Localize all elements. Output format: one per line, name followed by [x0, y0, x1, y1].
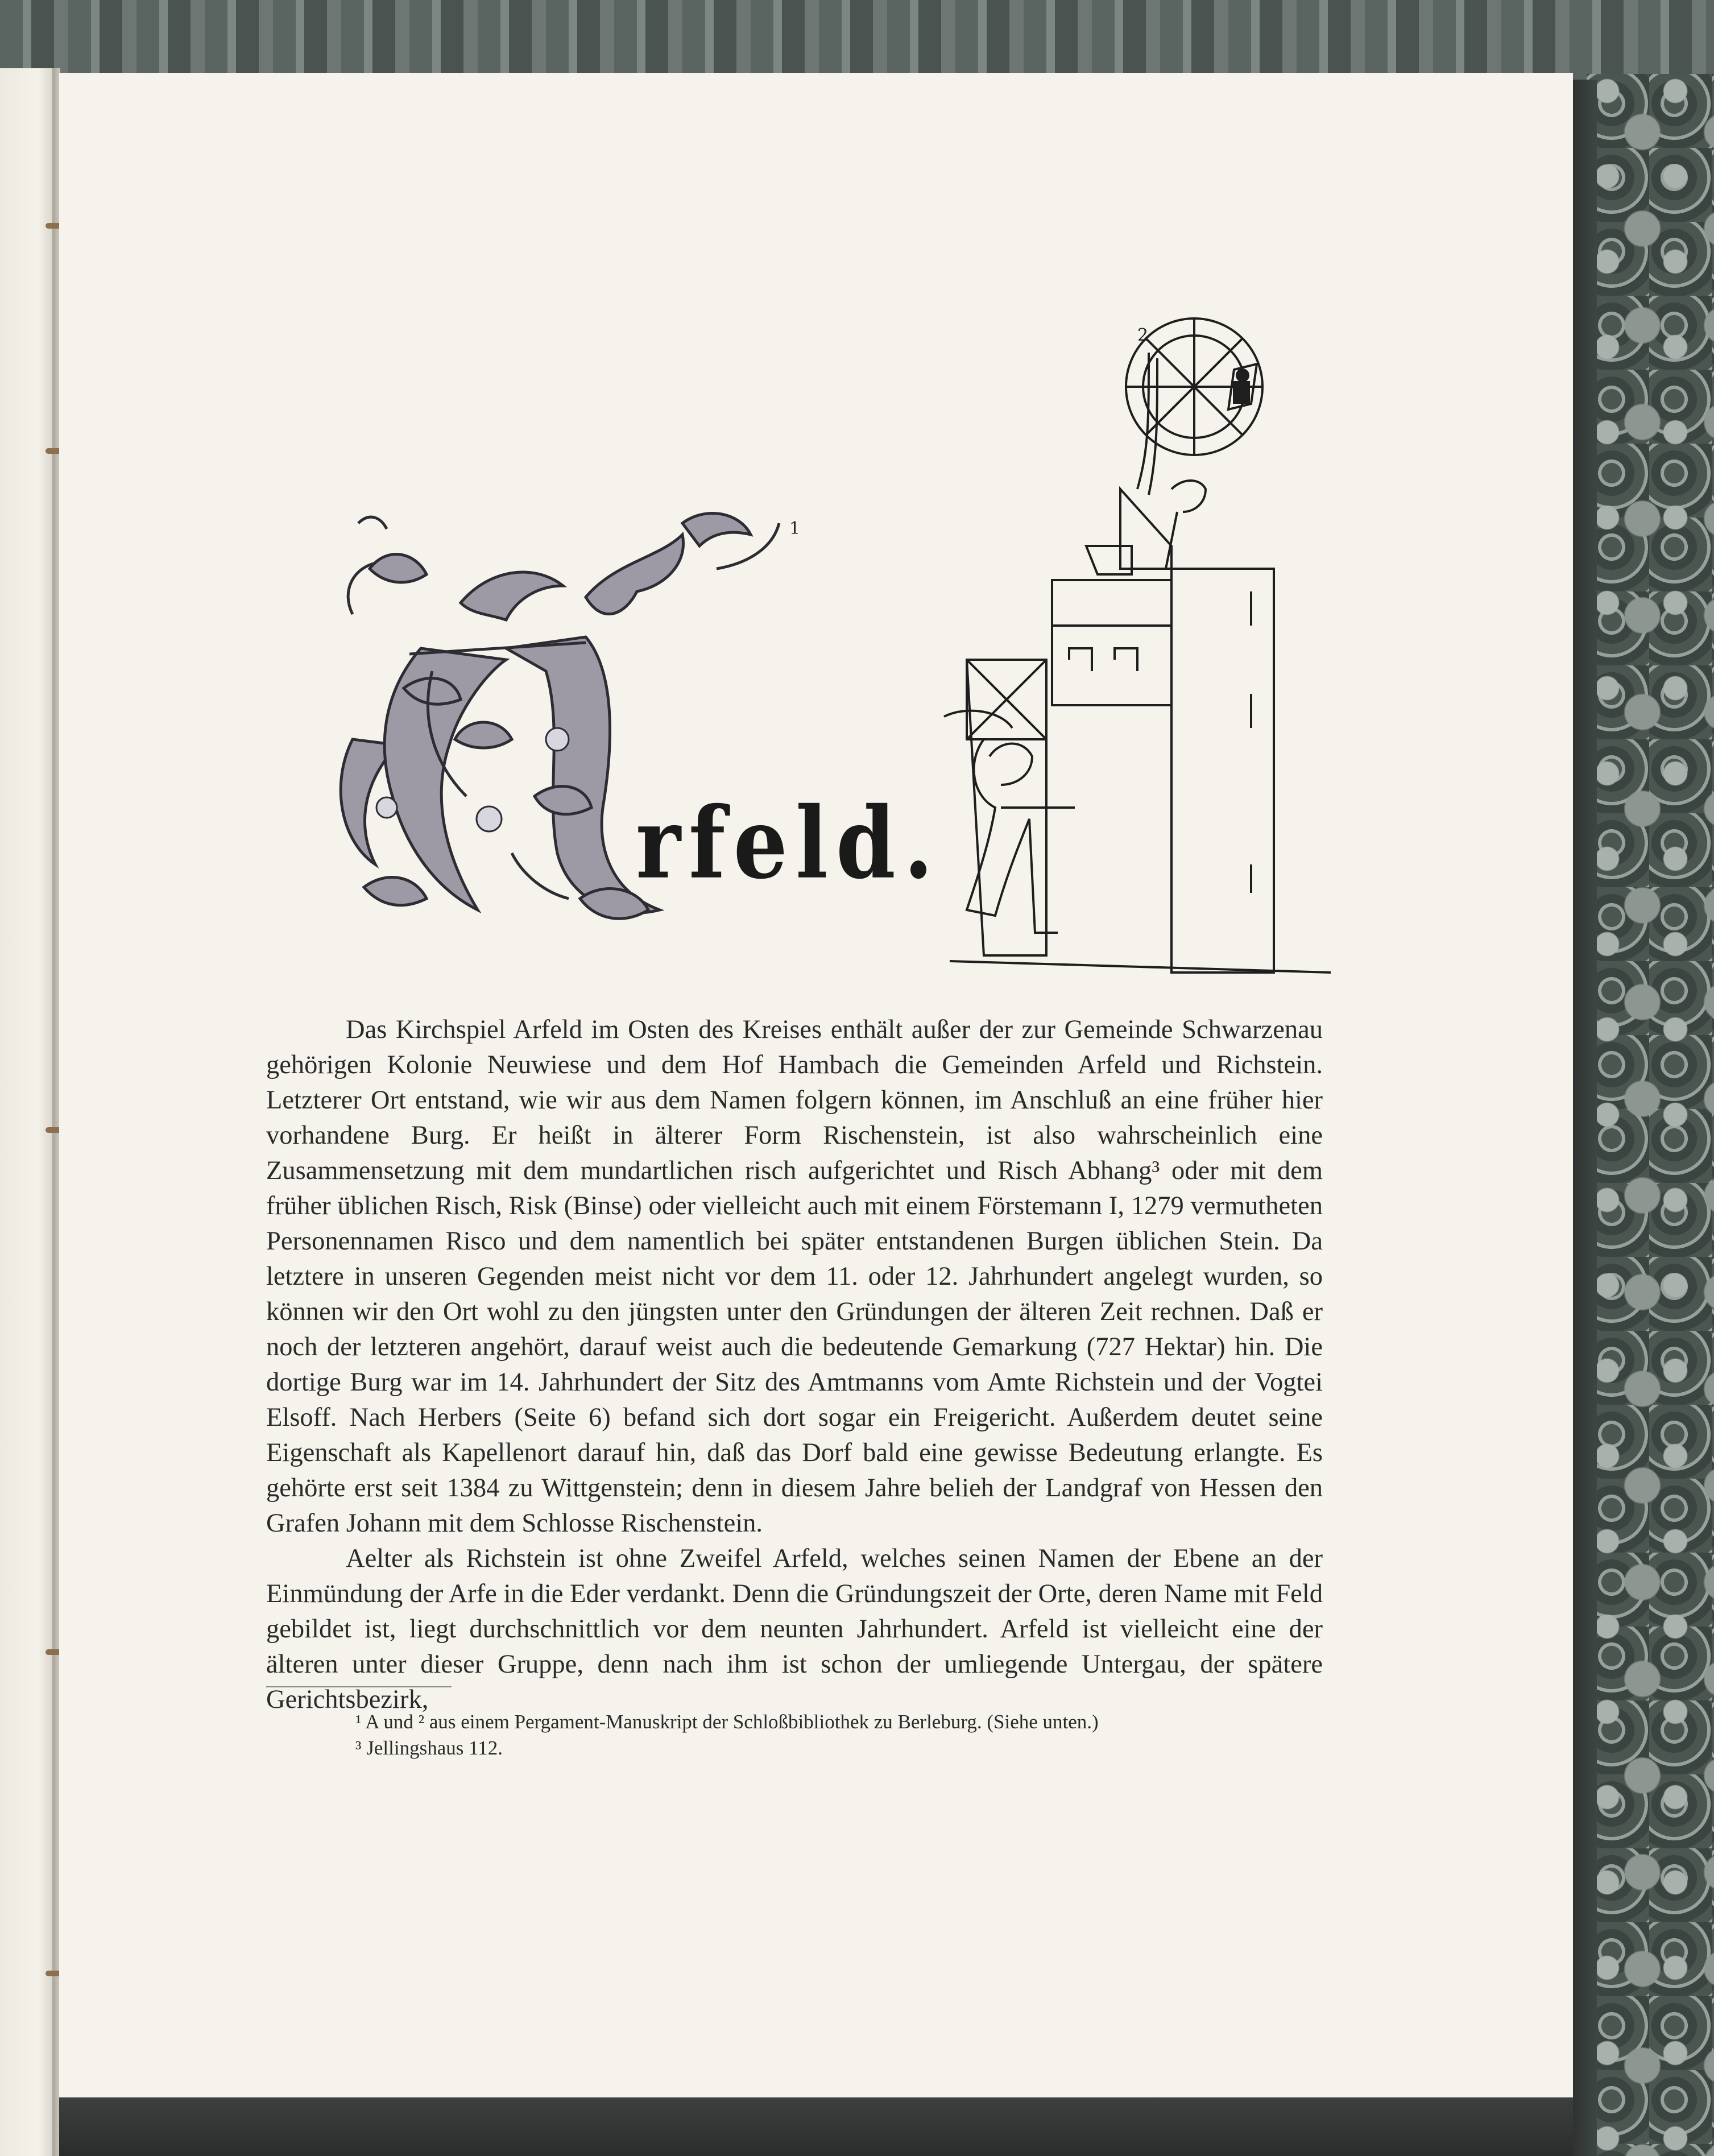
paragraph-1: Das Kirchspiel Arfeld im Osten des Kreises enthält außer der zur Gemeinde Schwarzenau gehörigen Kolonie Neuwiese und dem Hof Hambach die Gemeinden Arfeld und Richstein. Letzterer Ort entstand, wie wir aus dem Namen folgern können, im Anschluß an eine früher hier vorhandene Burg. Er heißt in älterer Form Rischenstein, ist also wahrscheinlich eine Zusammensetzung mit dem mundartlichen risch aufgerichtet und Risch Abhang³ oder mit dem früher üblichen Risch, Risk (Binse) oder vielleicht auch mit einem Förstemann I, 1279 vermutheten Personennamen Risco und dem namentlich bei später entstandenen Burgen üblichen Stein. Da letztere in unseren Gegenden meist nicht vor dem 11. oder 12. Jahrhundert angelegt wurden, so können wir den Ort wohl zu den jüngsten unter den Gründungen der älteren Zeit rechnen. Daß er noch der letzteren angehört, darauf weist auch die bedeutende Gemarkung (727 Hektar) hin. Die dortige Burg war im 14. Jahrhundert der Sitz des Amtmanns vom Amte Richstein und der Vogtei Elsoff. Nach Herbers (Seite 6) befand sich dort sogar ein Freigericht. Außerdem deutet seine Eigenschaft als Kapellenort darauf hin, daß das Dorf bald eine gewisse Bedeutung erlangte. Es gehörte erst seit 1384 zu Wittgenstein; denn in diesem Jahre belieh der Landgraf von Hessen den Grafen Johann mit dem Schlosse Rischenstein. — [266, 1015, 1323, 1538]
marbled-cover — [1587, 74, 1714, 2156]
page-bottom-shadow — [59, 2097, 1573, 2156]
footnote-3: ³ Jellingshaus 112. — [355, 1737, 503, 1759]
figure-number-2: 2 — [1137, 325, 1149, 345]
left-page-edge — [0, 68, 54, 2156]
paragraph-2: Aelter als Richstein ist ohne Zweifel Arfeld, welches seinen Namen der Ebene an der Einmündung der Arfe in die Eder verdankt. Denn die Gründungszeit der Orte, deren Name mit Feld gebildet ist, liegt durchschnittlich vor dem neunten Jahrhundert. Arfeld ist vielleicht eine der älteren unter dieser Gruppe, denn nach ihm ist schon der umliegende Untergau, der spätere Gerichtsbezirk, — [266, 1544, 1323, 1714]
figure-number-1: 1 — [789, 519, 801, 539]
title-arfeld-rest: rfeld. — [636, 785, 942, 901]
cover-edge — [1570, 80, 1597, 2156]
footnote-rule — [266, 1686, 452, 1687]
footnote-1: ¹ A und ² aus einem Pergament-Manuskript der Schloßbibliothek zu Berleburg. (Siehe unten.) — [355, 1711, 1099, 1733]
tower-drawing-illustration — [933, 307, 1342, 990]
body-text — [266, 1012, 1323, 1718]
footnotes — [355, 1709, 1322, 1761]
